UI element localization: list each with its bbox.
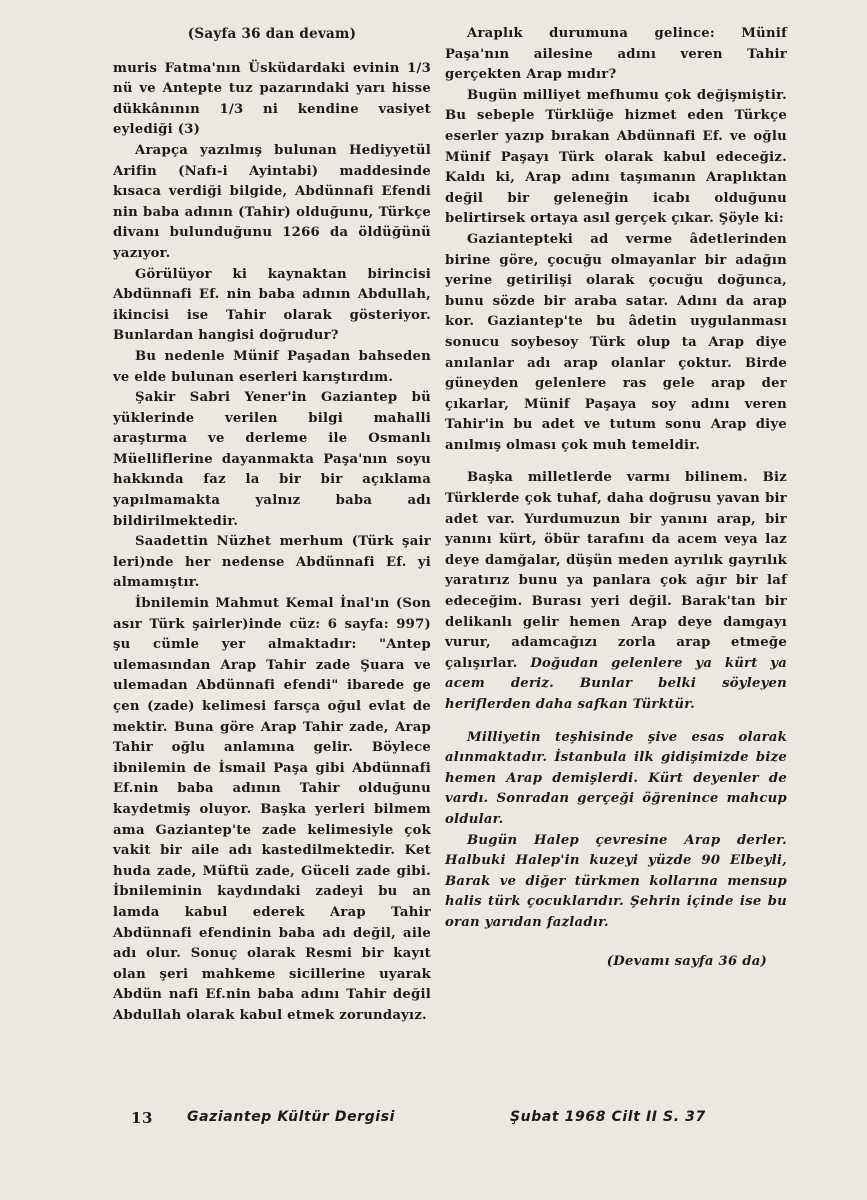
continued-from-note: (Sayfa 36 dan devam) [187, 26, 357, 42]
paragraph: İbnilemin Mahmut Kemal İnal'ın (Son asır Türk şairler)inde cüz: 6 sayfa: 997) şu cümle yer almaktadır: "Antep ulemasından Arap Tahir zade Şuara ve ulemadan Abdünnafi efendi" ibarede ge çen (zade) kelimesi farsça oğul evlat de mektir. Buna göre Arap Tahir zade, Arap Tahir oğlu anlamına gelir. Böylece ibnilemin de İsmail Paşa gibi Abdünnafi Ef.nin baba adının Tahir olduğunu kaydetmiş oluyor. Başka yerleri bilmem ama Gaziantep'te zade kelimesiyle çok vakit bir aile adı kastedilmektedir. Ket huda zade, Müftü zade, Güceli zade gibi. İbnileminin kaydındaki zadeyi bu an lamda kabul ederek Arap Tahir Abdünnafi efendinin baba adı değil, aile adı olur. Sonuç olarak Resmi bir kayıt olan şeri mahkeme sicillerine uyarak Abdün nafi Ef.nin baba adını Tahir değil Abdullah olarak kabul etmek zorundayız. [113, 596, 431, 1023]
magazine-title: Gaziantep Kültür Dergisi [187, 1109, 396, 1125]
paragraph: Bu nedenle Münif Paşadan bahseden ve elde bulunan eserleri karıştırdım. [113, 348, 431, 385]
paragraph: Saadettin Nüzhet merhum (Türk şair leri)nde her nedense Abdünnafi Ef. yi almamıştır. [113, 534, 431, 591]
italic-sentence: Doğudan gelenlere ya kürt ya acem deriz. Bunlar belki söyleyen heriflerden daha safkan Türktür. [445, 655, 788, 712]
continued-on-note: (Devamı sayfa 36 da) [606, 953, 767, 969]
paragraph: Şakir Sabri Yener'in Gaziantep bü yüklerinde verilen bilgi mahalli araştırma ve derleme ile Osmanlı Müelliflerine dayanmakta Paşa'nın soyu hakkında faz la bir bir açıklama yapılmamakta yalnız baba adı bildirilmektedir. [113, 390, 431, 529]
paragraph: Arapça yazılmış bulunan Hediyyetül Arifin (Nafı-i Ayintabi) maddesinde kısaca verdiği bilgide, Abdünnafi Efendi nin baba adının (Tahir) olduğunu, Türkçe divanı bulunduğunu 1266 da öldüğünü yazıyor. [113, 142, 431, 261]
paragraph: Görülüyor ki kaynaktan birincisi Abdünnafi Ef. nin baba adının Abdullah, ikincisi ise Tahir olarak gösteriyor. Bunlardan hangisi doğrudur? [113, 266, 431, 344]
left-column [113, 24, 431, 1027]
paragraph: Bugün milliyet mefhumu çok değişmiştir. Bu sebeple Türklüğe hizmet eden Türkçe eserler yazıp bırakan Abdünnafi Ef. ve oğlu Münif Paşayı Türk olarak kabul edeceğiz. Kaldı ki, Arap adını taşımanın Araplıktan değil bir geleneğin icabı olduğunu belirtirsek ortaya asıl gerçek çıkar. Şöyle ki: [445, 87, 787, 227]
italic-paragraph: Bugün Halep çevresine Arap derler. Halbuki Halep'in kuzeyi yüzde 90 Elbeyli, Barak ve diğer türkmen kollarına mensup halis türk çocuklarıdır. Şehrin içinde ise bu oran yarıdan fazladır. [445, 832, 787, 930]
paragraph [445, 468, 787, 715]
paragraph: muris Fatma'nın Üsküdardaki evinin 1/3 nü ve Antepte tuz pazarındaki yarı hisse dükkânının 1/3 ni kendine vasiyet eylediği (3) [113, 60, 431, 138]
issue-info: Şubat 1968 Cilt II S. 37 [510, 1109, 706, 1125]
paragraph: Gaziantepteki ad verme âdetlerinden birine göre, çocuğu olmayanlar bir adağın yerine getirilişi olarak çocuğu doğunca, bunu sözde bir araba satar. Adını da arap kor. Gaziantep'te bu âdetin uygulanması sonucu soybesoy Türk olup ta Arap diye anılanlar adı arap olanlar çoktur. Birde güneyden gelenlere ras gele arap der çıkarlar, Münif Paşaya soy adını veren Tahir'in bu adet ve tutum sonu Arap diye anılmış olması çok muh temeldir. [445, 231, 787, 453]
italic-paragraph: Milliyetin teşhisinde şive esas olarak alınmaktadır. İstanbula ilk gidişimizde bize hemen Arap demişlerdi. Kürt deyenler de vardı. Sonradan gerçeği öğrenince mahcup oldular. [445, 729, 787, 827]
paragraph: Araplık durumuna gelince: Münif Paşa'nın ailesine adını veren Tahir gerçekten Arap mıdır? [445, 26, 787, 83]
paragraph-text: Başka milletlerde varmı bilinem. Biz Türklerde çok tuhaf, daha doğrusu yavan bir adet var. Yurdumuzun bir yanını arap, bir yanını kürt, öbür tarafını da acem veya laz deye damğalar, düşün meden ayrılık gayrılık yaratırız bunu ya panlara çok ağır bir laf edeceğim. Burası yeri değil. Barak'tan bir delikanlı gelir hemen Arap deye damgayı vurur, adamcağızı zorla arap etmeğe çalışırlar. [445, 470, 787, 671]
right-column [445, 24, 787, 972]
page-number: 13 [131, 1109, 154, 1127]
